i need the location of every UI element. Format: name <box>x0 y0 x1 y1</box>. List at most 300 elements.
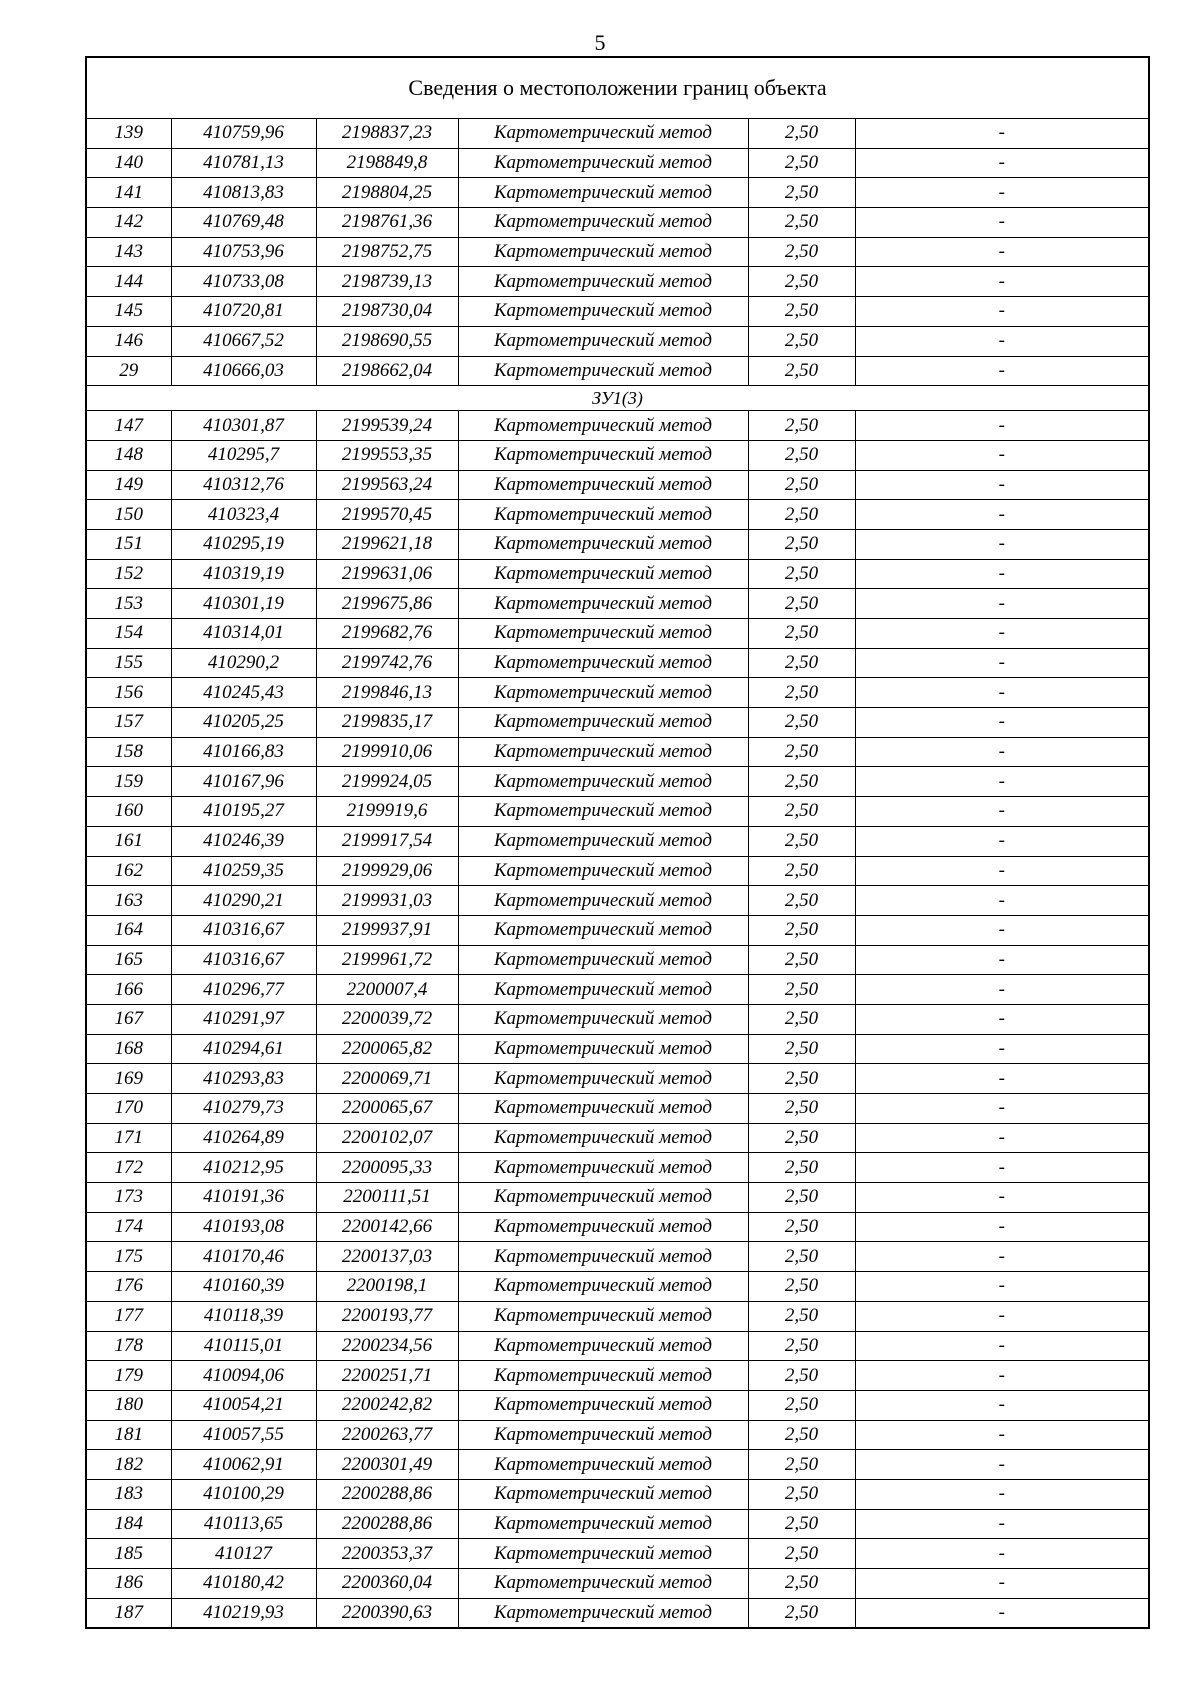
table-row <box>86 237 1149 267</box>
x-coordinate-cell: 410057,55 <box>171 1420 316 1450</box>
method-cell: Картометрический метод <box>458 529 748 559</box>
description-cell: - <box>855 1361 1149 1391</box>
accuracy-cell: 2,50 <box>748 267 855 297</box>
method-cell: Картометрический метод <box>458 767 748 797</box>
table-row <box>86 500 1149 530</box>
description-cell: - <box>855 178 1149 208</box>
x-coordinate-cell: 410314,01 <box>171 619 316 649</box>
y-coordinate-cell: 2199846,13 <box>316 678 458 708</box>
point-number-cell: 158 <box>86 737 171 767</box>
method-cell: Картометрический метод <box>458 356 748 386</box>
point-number-cell: 151 <box>86 529 171 559</box>
x-coordinate-cell: 410813,83 <box>171 178 316 208</box>
table-row <box>86 1539 1149 1569</box>
point-number-cell: 154 <box>86 619 171 649</box>
y-coordinate-cell: 2200095,33 <box>316 1153 458 1183</box>
accuracy-cell: 2,50 <box>748 356 855 386</box>
y-coordinate-cell: 2200065,82 <box>316 1034 458 1064</box>
method-cell: Картометрический метод <box>458 886 748 916</box>
description-cell: - <box>855 326 1149 356</box>
y-coordinate-cell: 2199631,06 <box>316 559 458 589</box>
table-row <box>86 1123 1149 1153</box>
y-coordinate-cell: 2199539,24 <box>316 411 458 441</box>
accuracy-cell: 2,50 <box>748 589 855 619</box>
accuracy-cell: 2,50 <box>748 886 855 916</box>
method-cell: Картометрический метод <box>458 1390 748 1420</box>
y-coordinate-cell: 2199570,45 <box>316 500 458 530</box>
point-number-cell: 143 <box>86 237 171 267</box>
point-number-cell: 170 <box>86 1094 171 1124</box>
method-cell: Картометрический метод <box>458 267 748 297</box>
point-number-cell: 163 <box>86 886 171 916</box>
method-cell: Картометрический метод <box>458 678 748 708</box>
point-number-cell: 183 <box>86 1479 171 1509</box>
method-cell: Картометрический метод <box>458 915 748 945</box>
y-coordinate-cell: 2200242,82 <box>316 1390 458 1420</box>
table-row <box>86 148 1149 178</box>
method-cell: Картометрический метод <box>458 1509 748 1539</box>
table-row <box>86 619 1149 649</box>
y-coordinate-cell: 2199919,6 <box>316 797 458 827</box>
description-cell: - <box>855 119 1149 149</box>
method-cell: Картометрический метод <box>458 1123 748 1153</box>
accuracy-cell: 2,50 <box>748 915 855 945</box>
point-number-cell: 181 <box>86 1420 171 1450</box>
y-coordinate-cell: 2199621,18 <box>316 529 458 559</box>
accuracy-cell: 2,50 <box>748 411 855 441</box>
y-coordinate-cell: 2199917,54 <box>316 826 458 856</box>
description-cell: - <box>855 648 1149 678</box>
y-coordinate-cell: 2200102,07 <box>316 1123 458 1153</box>
point-number-cell: 162 <box>86 856 171 886</box>
table-row <box>86 1212 1149 1242</box>
y-coordinate-cell: 2198752,75 <box>316 237 458 267</box>
point-number-cell: 142 <box>86 208 171 238</box>
y-coordinate-cell: 2200007,4 <box>316 975 458 1005</box>
point-number-cell: 176 <box>86 1272 171 1302</box>
method-cell: Картометрический метод <box>458 1450 748 1480</box>
description-cell: - <box>855 1450 1149 1480</box>
description-cell: - <box>855 148 1149 178</box>
accuracy-cell: 2,50 <box>748 1272 855 1302</box>
description-cell: - <box>855 1390 1149 1420</box>
table-row <box>86 1450 1149 1480</box>
point-number-cell: 180 <box>86 1390 171 1420</box>
method-cell: Картометрический метод <box>458 297 748 327</box>
table-row <box>86 1034 1149 1064</box>
method-cell: Картометрический метод <box>458 559 748 589</box>
accuracy-cell: 2,50 <box>748 297 855 327</box>
y-coordinate-cell: 2200198,1 <box>316 1272 458 1302</box>
accuracy-cell: 2,50 <box>748 326 855 356</box>
table-row <box>86 297 1149 327</box>
x-coordinate-cell: 410054,21 <box>171 1390 316 1420</box>
point-number-cell: 168 <box>86 1034 171 1064</box>
accuracy-cell: 2,50 <box>748 470 855 500</box>
table-row <box>86 1390 1149 1420</box>
section-row <box>86 386 1149 411</box>
description-cell: - <box>855 470 1149 500</box>
method-cell: Картометрический метод <box>458 1004 748 1034</box>
accuracy-cell: 2,50 <box>748 737 855 767</box>
accuracy-cell: 2,50 <box>748 797 855 827</box>
method-cell: Картометрический метод <box>458 1539 748 1569</box>
x-coordinate-cell: 410323,4 <box>171 500 316 530</box>
description-cell: - <box>855 267 1149 297</box>
y-coordinate-cell: 2200353,37 <box>316 1539 458 1569</box>
y-coordinate-cell: 2198739,13 <box>316 267 458 297</box>
table-row <box>86 1301 1149 1331</box>
point-number-cell: 166 <box>86 975 171 1005</box>
x-coordinate-cell: 410293,83 <box>171 1064 316 1094</box>
point-number-cell: 150 <box>86 500 171 530</box>
y-coordinate-cell: 2198730,04 <box>316 297 458 327</box>
table-row <box>86 440 1149 470</box>
method-cell: Картометрический метод <box>458 1420 748 1450</box>
method-cell: Картометрический метод <box>458 500 748 530</box>
x-coordinate-cell: 410113,65 <box>171 1509 316 1539</box>
x-coordinate-cell: 410769,48 <box>171 208 316 238</box>
description-cell: - <box>855 208 1149 238</box>
x-coordinate-cell: 410301,87 <box>171 411 316 441</box>
y-coordinate-cell: 2199675,86 <box>316 589 458 619</box>
description-cell: - <box>855 886 1149 916</box>
method-cell: Картометрический метод <box>458 826 748 856</box>
x-coordinate-cell: 410312,76 <box>171 470 316 500</box>
table-row <box>86 915 1149 945</box>
x-coordinate-cell: 410062,91 <box>171 1450 316 1480</box>
x-coordinate-cell: 410127 <box>171 1539 316 1569</box>
description-cell: - <box>855 708 1149 738</box>
y-coordinate-cell: 2200039,72 <box>316 1004 458 1034</box>
description-cell: - <box>855 1420 1149 1450</box>
table-row <box>86 1361 1149 1391</box>
accuracy-cell: 2,50 <box>748 1598 855 1628</box>
accuracy-cell: 2,50 <box>748 856 855 886</box>
description-cell: - <box>855 1509 1149 1539</box>
x-coordinate-cell: 410296,77 <box>171 975 316 1005</box>
accuracy-cell: 2,50 <box>748 1569 855 1599</box>
accuracy-cell: 2,50 <box>748 1361 855 1391</box>
x-coordinate-cell: 410295,7 <box>171 440 316 470</box>
point-number-cell: 169 <box>86 1064 171 1094</box>
table-row <box>86 886 1149 916</box>
accuracy-cell: 2,50 <box>748 975 855 1005</box>
x-coordinate-cell: 410167,96 <box>171 767 316 797</box>
point-number-cell: 187 <box>86 1598 171 1628</box>
table-row <box>86 1598 1149 1628</box>
method-cell: Картометрический метод <box>458 1331 748 1361</box>
accuracy-cell: 2,50 <box>748 119 855 149</box>
point-number-cell: 182 <box>86 1450 171 1480</box>
table-row <box>86 326 1149 356</box>
method-cell: Картометрический метод <box>458 1272 748 1302</box>
accuracy-cell: 2,50 <box>748 767 855 797</box>
description-cell: - <box>855 1183 1149 1213</box>
table-row <box>86 1094 1149 1124</box>
x-coordinate-cell: 410733,08 <box>171 267 316 297</box>
method-cell: Картометрический метод <box>458 975 748 1005</box>
method-cell: Картометрический метод <box>458 1183 748 1213</box>
y-coordinate-cell: 2200251,71 <box>316 1361 458 1391</box>
accuracy-cell: 2,50 <box>748 1420 855 1450</box>
method-cell: Картометрический метод <box>458 1153 748 1183</box>
accuracy-cell: 2,50 <box>748 237 855 267</box>
y-coordinate-cell: 2200142,66 <box>316 1212 458 1242</box>
point-number-cell: 171 <box>86 1123 171 1153</box>
table-row <box>86 737 1149 767</box>
accuracy-cell: 2,50 <box>748 1301 855 1331</box>
point-number-cell: 139 <box>86 119 171 149</box>
description-cell: - <box>855 767 1149 797</box>
table-row <box>86 411 1149 441</box>
accuracy-cell: 2,50 <box>748 619 855 649</box>
table-row <box>86 708 1149 738</box>
point-number-cell: 178 <box>86 1331 171 1361</box>
description-cell: - <box>855 856 1149 886</box>
table-row <box>86 470 1149 500</box>
table-row <box>86 1569 1149 1599</box>
description-cell: - <box>855 1004 1149 1034</box>
y-coordinate-cell: 2198761,36 <box>316 208 458 238</box>
x-coordinate-cell: 410195,27 <box>171 797 316 827</box>
x-coordinate-cell: 410294,61 <box>171 1034 316 1064</box>
method-cell: Картометрический метод <box>458 1242 748 1272</box>
point-number-cell: 172 <box>86 1153 171 1183</box>
y-coordinate-cell: 2199682,76 <box>316 619 458 649</box>
accuracy-cell: 2,50 <box>748 1034 855 1064</box>
point-number-cell: 141 <box>86 178 171 208</box>
point-number-cell: 173 <box>86 1183 171 1213</box>
point-number-cell: 160 <box>86 797 171 827</box>
description-cell: - <box>855 1272 1149 1302</box>
method-cell: Картометрический метод <box>458 208 748 238</box>
y-coordinate-cell: 2199742,76 <box>316 648 458 678</box>
description-cell: - <box>855 1242 1149 1272</box>
x-coordinate-cell: 410290,2 <box>171 648 316 678</box>
x-coordinate-cell: 410264,89 <box>171 1123 316 1153</box>
x-coordinate-cell: 410720,81 <box>171 297 316 327</box>
description-cell: - <box>855 356 1149 386</box>
table-row <box>86 267 1149 297</box>
method-cell: Картометрический метод <box>458 119 748 149</box>
point-number-cell: 149 <box>86 470 171 500</box>
description-cell: - <box>855 411 1149 441</box>
x-coordinate-cell: 410667,52 <box>171 326 316 356</box>
point-number-cell: 140 <box>86 148 171 178</box>
section-label: ЗУ1(3) <box>86 386 1149 411</box>
accuracy-cell: 2,50 <box>748 1331 855 1361</box>
accuracy-cell: 2,50 <box>748 1064 855 1094</box>
x-coordinate-cell: 410301,19 <box>171 589 316 619</box>
table-row <box>86 178 1149 208</box>
point-number-cell: 29 <box>86 356 171 386</box>
table-row <box>86 1064 1149 1094</box>
y-coordinate-cell: 2200193,77 <box>316 1301 458 1331</box>
description-cell: - <box>855 1212 1149 1242</box>
x-coordinate-cell: 410180,42 <box>171 1569 316 1599</box>
description-cell: - <box>855 297 1149 327</box>
method-cell: Картометрический метод <box>458 619 748 649</box>
table-row <box>86 767 1149 797</box>
y-coordinate-cell: 2199835,17 <box>316 708 458 738</box>
y-coordinate-cell: 2200111,51 <box>316 1183 458 1213</box>
table-row <box>86 945 1149 975</box>
accuracy-cell: 2,50 <box>748 1183 855 1213</box>
description-cell: - <box>855 1153 1149 1183</box>
y-coordinate-cell: 2200288,86 <box>316 1479 458 1509</box>
description-cell: - <box>855 237 1149 267</box>
point-number-cell: 177 <box>86 1301 171 1331</box>
method-cell: Картометрический метод <box>458 1361 748 1391</box>
method-cell: Картометрический метод <box>458 1479 748 1509</box>
table-row <box>86 678 1149 708</box>
table-row <box>86 1004 1149 1034</box>
accuracy-cell: 2,50 <box>748 1479 855 1509</box>
accuracy-cell: 2,50 <box>748 148 855 178</box>
y-coordinate-cell: 2200234,56 <box>316 1331 458 1361</box>
x-coordinate-cell: 410259,35 <box>171 856 316 886</box>
x-coordinate-cell: 410094,06 <box>171 1361 316 1391</box>
y-coordinate-cell: 2200065,67 <box>316 1094 458 1124</box>
y-coordinate-cell: 2199910,06 <box>316 737 458 767</box>
table-row <box>86 589 1149 619</box>
method-cell: Картометрический метод <box>458 589 748 619</box>
method-cell: Картометрический метод <box>458 1301 748 1331</box>
method-cell: Картометрический метод <box>458 945 748 975</box>
table-row <box>86 856 1149 886</box>
table-row <box>86 1183 1149 1213</box>
description-cell: - <box>855 915 1149 945</box>
x-coordinate-cell: 410115,01 <box>171 1331 316 1361</box>
method-cell: Картометрический метод <box>458 178 748 208</box>
description-cell: - <box>855 1301 1149 1331</box>
x-coordinate-cell: 410279,73 <box>171 1094 316 1124</box>
y-coordinate-cell: 2199563,24 <box>316 470 458 500</box>
description-cell: - <box>855 1598 1149 1628</box>
accuracy-cell: 2,50 <box>748 1004 855 1034</box>
method-cell: Картометрический метод <box>458 411 748 441</box>
point-number-cell: 152 <box>86 559 171 589</box>
x-coordinate-cell: 410205,25 <box>171 708 316 738</box>
x-coordinate-cell: 410212,95 <box>171 1153 316 1183</box>
accuracy-cell: 2,50 <box>748 440 855 470</box>
point-number-cell: 186 <box>86 1569 171 1599</box>
method-cell: Картометрический метод <box>458 1034 748 1064</box>
y-coordinate-cell: 2200069,71 <box>316 1064 458 1094</box>
accuracy-cell: 2,50 <box>748 1509 855 1539</box>
description-cell: - <box>855 975 1149 1005</box>
method-cell: Картометрический метод <box>458 797 748 827</box>
table-row <box>86 559 1149 589</box>
y-coordinate-cell: 2198662,04 <box>316 356 458 386</box>
point-number-cell: 155 <box>86 648 171 678</box>
table-row <box>86 826 1149 856</box>
accuracy-cell: 2,50 <box>748 178 855 208</box>
table-row <box>86 1242 1149 1272</box>
y-coordinate-cell: 2198849,8 <box>316 148 458 178</box>
x-coordinate-cell: 410166,83 <box>171 737 316 767</box>
description-cell: - <box>855 1064 1149 1094</box>
x-coordinate-cell: 410781,13 <box>171 148 316 178</box>
y-coordinate-cell: 2200390,63 <box>316 1598 458 1628</box>
method-cell: Картометрический метод <box>458 648 748 678</box>
point-number-cell: 147 <box>86 411 171 441</box>
table-title: Сведения о местоположении границ объекта <box>86 57 1149 119</box>
description-cell: - <box>855 589 1149 619</box>
description-cell: - <box>855 529 1149 559</box>
x-coordinate-cell: 410193,08 <box>171 1212 316 1242</box>
x-coordinate-cell: 410290,21 <box>171 886 316 916</box>
point-number-cell: 157 <box>86 708 171 738</box>
table-row <box>86 975 1149 1005</box>
accuracy-cell: 2,50 <box>748 500 855 530</box>
table-row <box>86 1479 1149 1509</box>
description-cell: - <box>855 797 1149 827</box>
point-number-cell: 156 <box>86 678 171 708</box>
accuracy-cell: 2,50 <box>748 945 855 975</box>
description-cell: - <box>855 1094 1149 1124</box>
table-row <box>86 648 1149 678</box>
x-coordinate-cell: 410759,96 <box>171 119 316 149</box>
x-coordinate-cell: 410191,36 <box>171 1183 316 1213</box>
y-coordinate-cell: 2199931,03 <box>316 886 458 916</box>
y-coordinate-cell: 2198837,23 <box>316 119 458 149</box>
accuracy-cell: 2,50 <box>748 1450 855 1480</box>
accuracy-cell: 2,50 <box>748 1153 855 1183</box>
x-coordinate-cell: 410666,03 <box>171 356 316 386</box>
method-cell: Картометрический метод <box>458 1212 748 1242</box>
method-cell: Картометрический метод <box>458 237 748 267</box>
boundary-coordinates-table <box>85 56 1150 1629</box>
accuracy-cell: 2,50 <box>748 1242 855 1272</box>
accuracy-cell: 2,50 <box>748 529 855 559</box>
accuracy-cell: 2,50 <box>748 708 855 738</box>
point-number-cell: 145 <box>86 297 171 327</box>
point-number-cell: 185 <box>86 1539 171 1569</box>
point-number-cell: 165 <box>86 945 171 975</box>
table-row <box>86 797 1149 827</box>
method-cell: Картометрический метод <box>458 737 748 767</box>
description-cell: - <box>855 1034 1149 1064</box>
table-row <box>86 356 1149 386</box>
table-row <box>86 1509 1149 1539</box>
description-cell: - <box>855 440 1149 470</box>
x-coordinate-cell: 410295,19 <box>171 529 316 559</box>
x-coordinate-cell: 410291,97 <box>171 1004 316 1034</box>
method-cell: Картометрический метод <box>458 856 748 886</box>
y-coordinate-cell: 2200301,49 <box>316 1450 458 1480</box>
table-body <box>86 57 1149 1628</box>
x-coordinate-cell: 410246,39 <box>171 826 316 856</box>
table-row <box>86 119 1149 149</box>
accuracy-cell: 2,50 <box>748 1094 855 1124</box>
description-cell: - <box>855 826 1149 856</box>
point-number-cell: 148 <box>86 440 171 470</box>
point-number-cell: 153 <box>86 589 171 619</box>
table-row <box>86 208 1149 238</box>
description-cell: - <box>855 559 1149 589</box>
description-cell: - <box>855 945 1149 975</box>
accuracy-cell: 2,50 <box>748 559 855 589</box>
y-coordinate-cell: 2200137,03 <box>316 1242 458 1272</box>
y-coordinate-cell: 2199929,06 <box>316 856 458 886</box>
table-row <box>86 1272 1149 1302</box>
x-coordinate-cell: 410319,19 <box>171 559 316 589</box>
accuracy-cell: 2,50 <box>748 1390 855 1420</box>
table-header-row <box>86 57 1149 119</box>
point-number-cell: 175 <box>86 1242 171 1272</box>
